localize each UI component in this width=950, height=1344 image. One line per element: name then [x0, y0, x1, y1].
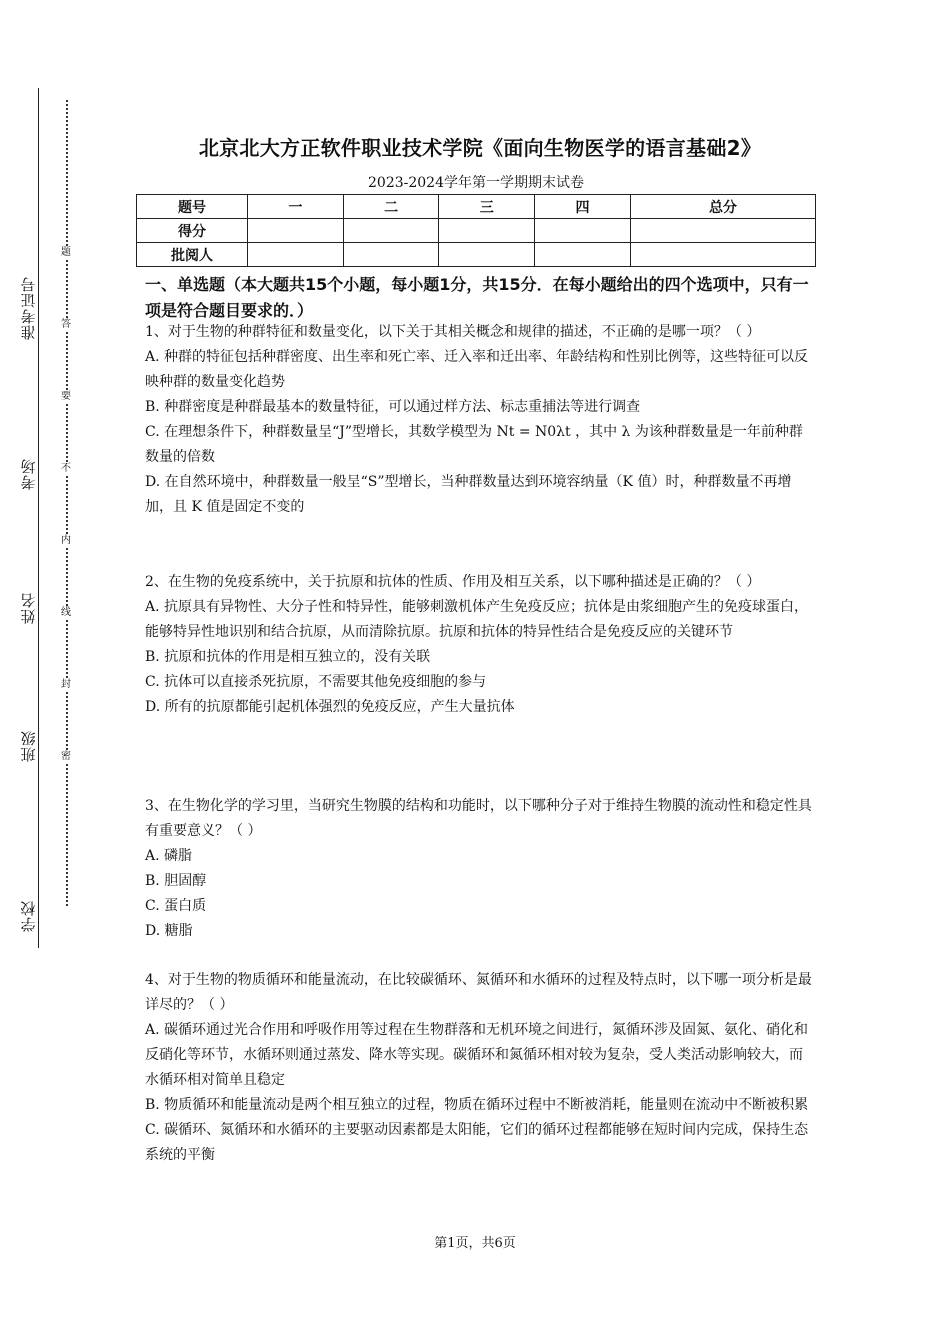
class-label: 班级	[19, 730, 38, 762]
column-header: 一	[248, 195, 344, 219]
seal-char: 题	[61, 247, 71, 258]
question-stem: 1、对于生物的种群特征和数量变化，以下关于其相关概念和规律的描述，不正确的是哪一项？（ ）	[145, 324, 761, 340]
score-cell[interactable]	[535, 219, 631, 243]
option-c[interactable]: C. 碳循环、氮循环和水循环的主要驱动因素都是太阳能，它们的循环过程都能够在短时间内完成，保持生态系统的平衡	[145, 1122, 809, 1163]
row-header: 得分	[137, 219, 248, 243]
option-b[interactable]: B. 抗原和抗体的作用是相互独立的，没有关联	[145, 649, 431, 665]
grader-cell[interactable]	[343, 243, 439, 267]
score-table-header-row	[137, 195, 816, 219]
exam-room-label: 考场	[19, 458, 38, 490]
question-2	[145, 570, 815, 720]
score-cell[interactable]	[343, 219, 439, 243]
section-heading: 一、单选题（本大题共15个小题，每小题1分，共15分．在每小题给出的四个选项中，只有一项是符合题目要求的．）	[145, 275, 809, 320]
column-header: 四	[535, 195, 631, 219]
option-a[interactable]: A. 种群的特征包括种群密度、出生率和死亡率、迁入率和迁出率、年龄结构和性别比例等，这些特征可以反映种群的数量变化趋势	[145, 349, 809, 390]
column-header: 总分	[630, 195, 815, 219]
page-footer: 第1页，共6页	[434, 1236, 516, 1251]
row-header: 批阅人	[137, 243, 248, 267]
binding-solid-line	[38, 88, 39, 948]
name-field[interactable]	[16, 580, 40, 624]
question-4	[145, 968, 815, 1168]
option-b[interactable]: B. 胆固醇	[145, 873, 207, 889]
school-field[interactable]	[16, 888, 40, 932]
score-cell[interactable]	[248, 219, 344, 243]
exam-number-field[interactable]	[16, 252, 40, 340]
option-a[interactable]: A. 磷脂	[145, 848, 193, 864]
option-d[interactable]: D. 在自然环境中，种群数量一般呈“S”型增长，当种群数量达到环境容纳量（K 值）时，种群数量不再增加，且 K 值是固定不变的	[145, 474, 792, 515]
option-b[interactable]: B. 种群密度是种群最基本的数量特征，可以通过样方法、标志重捕法等进行调查	[145, 399, 641, 415]
option-d[interactable]: D. 所有的抗原都能引起机体强烈的免疫反应，产生大量抗体	[145, 699, 515, 715]
option-b[interactable]: B. 物质循环和能量流动是两个相互独立的过程，物质在循环过程中不断被消耗，能量则在流动中不断被积累	[145, 1097, 809, 1113]
option-a[interactable]: A. 抗原具有异物性、大分子性和特异性，能够刺激机体产生免疫反应；抗体是由浆细胞产生的免疫球蛋白，能够特异性地识别和结合抗原，从而清除抗原。抗原和抗体的特异性结合是免疫反应的关键环节	[145, 599, 809, 640]
school-label: 学校	[19, 900, 38, 932]
question-stem: 2、在生物的免疫系统中，关于抗原和抗体的性质、作用及相互关系，以下哪种描述是正确的？（ ）	[145, 574, 761, 590]
column-header: 三	[439, 195, 535, 219]
grader-cell[interactable]	[248, 243, 344, 267]
seal-char: 不	[61, 463, 71, 474]
score-cell[interactable]	[439, 219, 535, 243]
binding-dotted-line	[66, 100, 68, 906]
seal-char: 内	[61, 535, 71, 546]
seal-char: 密	[61, 751, 71, 762]
exam-room-field[interactable]	[16, 434, 40, 490]
grader-cell[interactable]	[535, 243, 631, 267]
name-label: 姓名	[19, 592, 38, 624]
grader-cell[interactable]	[439, 243, 535, 267]
option-a[interactable]: A. 碳循环通过光合作用和呼吸作用等过程在生物群落和无机环境之间进行，氮循环涉及固氮、氨化、硝化和反硝化等环节，水循环则通过蒸发、降水等实现。碳循环和氮循环相对较为复杂，受人类活动影响较大，而水循环相对简单且稳定	[145, 1022, 809, 1088]
option-c[interactable]: C. 蛋白质	[145, 898, 207, 914]
score-table	[136, 194, 816, 267]
question-stem: 4、对于生物的物质循环和能量流动，在比较碳循环、氮循环和水循环的过程及特点时，以下哪一项分析是最详尽的？（ ）	[145, 972, 812, 1013]
seal-char: 要	[61, 391, 71, 402]
column-header: 题号	[137, 195, 248, 219]
seal-char: 答	[61, 319, 71, 330]
exam-subtitle: 2023-2024学年第一学期期末试卷	[368, 175, 584, 191]
score-cell[interactable]	[630, 219, 815, 243]
seal-char: 线	[61, 607, 71, 618]
option-d[interactable]: D. 糖脂	[145, 923, 193, 939]
score-row	[137, 219, 816, 243]
grader-cell[interactable]	[630, 243, 815, 267]
seal-char: 封	[61, 679, 71, 690]
column-header: 二	[343, 195, 439, 219]
page-title: 北京北大方正软件职业技术学院《面向生物医学的语言基础2》	[198, 136, 762, 160]
question-3	[145, 794, 815, 944]
grader-row	[137, 243, 816, 267]
exam-number-label: 准考证号	[19, 276, 38, 340]
question-stem: 3、在生物化学的学习里，当研究生物膜的结构和功能时，以下哪种分子对于维持生物膜的流动性和稳定性具有重要意义？（ ）	[145, 798, 812, 839]
question-1	[145, 320, 815, 520]
class-field[interactable]	[16, 718, 40, 762]
option-c[interactable]: C. 在理想条件下，种群数量呈“J”型增长，其数学模型为 Nt = N0λt ，其中 λ 为该种群数量是一年前种群数量的倍数	[145, 424, 803, 465]
option-c[interactable]: C. 抗体可以直接杀死抗原，不需要其他免疫细胞的参与	[145, 674, 487, 690]
